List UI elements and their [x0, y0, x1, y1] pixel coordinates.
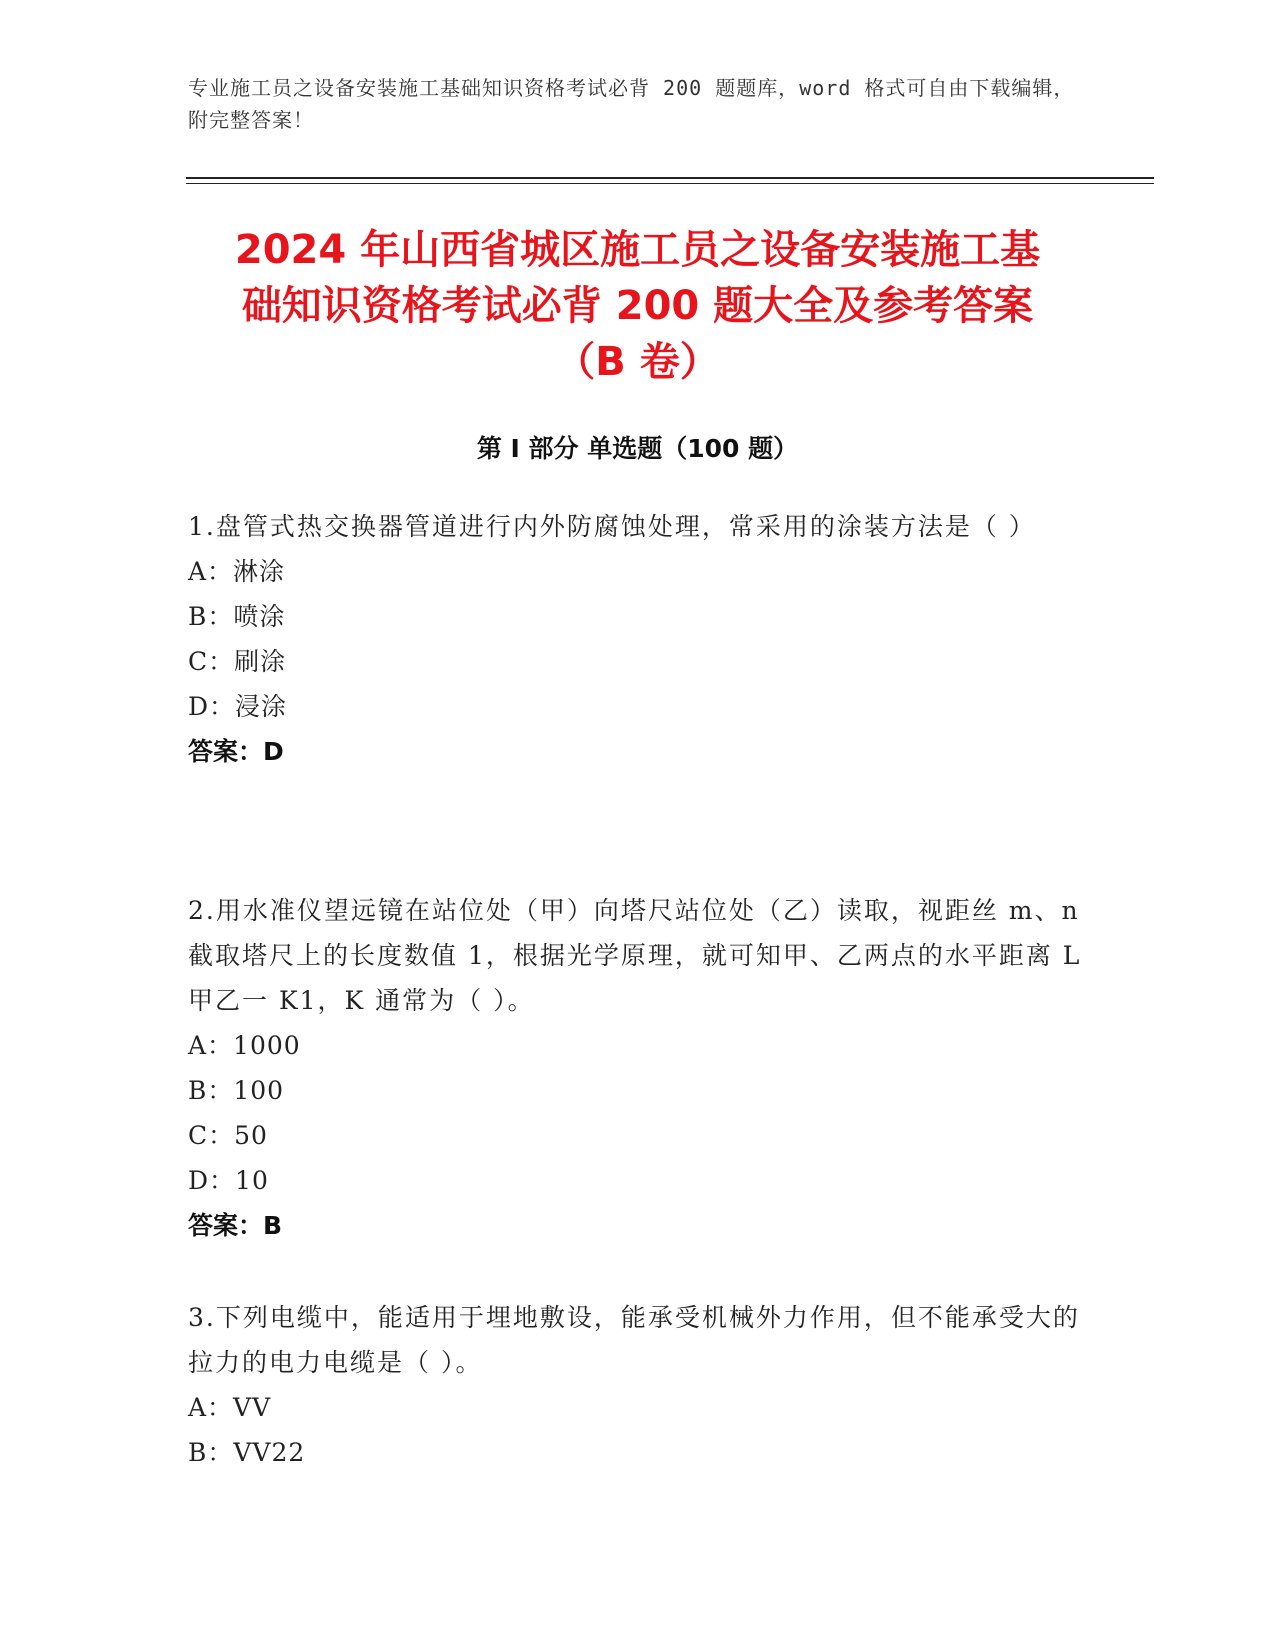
question-stem: 2.用水准仪望远镜在站位处（甲）向塔尺站位处（乙）读取，视距丝 m、n 截取塔尺上的长度数值 1，根据光学原理，就可知甲、乙两点的水平距离 L 甲乙一 K1，K 通常为（ ）。 [188, 896, 1082, 1015]
question-2 [188, 888, 1088, 1248]
header-note: 专业施工员之设备安装施工基础知识资格考试必背 200 题题库，word 格式可自由下载编辑，附完整答案！ [188, 76, 1075, 132]
option-a: A：1000 [188, 1031, 301, 1060]
header-rule-thin [186, 183, 1154, 184]
title-line-3: （B 卷） [555, 339, 720, 385]
section-title: 第 I 部分 单选题（100 题） [476, 434, 799, 463]
option-b: B：喷涂 [188, 602, 286, 631]
option-c: C：刷涂 [188, 647, 287, 676]
document-title [150, 222, 1125, 390]
option-a: A：淋涂 [188, 557, 286, 586]
option-c: C：50 [188, 1121, 268, 1150]
option-d: D：10 [188, 1166, 269, 1195]
answer: 答案：D [188, 737, 284, 766]
question-stem: 1.盘管式热交换器管道进行内外防腐蚀处理，常采用的涂装方法是（ ） [188, 512, 1036, 541]
title-line-1: 2024 年山西省城区施工员之设备安装施工基 [234, 227, 1041, 273]
option-d: D：浸涂 [188, 692, 288, 721]
header-rule-thick [186, 177, 1154, 179]
question-1 [188, 504, 1088, 774]
title-line-2: 础知识资格考试必背 200 题大全及参考答案 [241, 283, 1034, 329]
option-a: A：VV [188, 1393, 272, 1422]
answer: 答案：B [188, 1211, 283, 1240]
option-b: B：100 [188, 1076, 285, 1105]
question-3 [188, 1295, 1088, 1475]
question-stem: 3.下列电缆中，能适用于埋地敷设，能承受机械外力作用，但不能承受大的拉力的电力电缆是（ ）。 [188, 1303, 1080, 1377]
option-b: B：VV22 [188, 1438, 306, 1467]
